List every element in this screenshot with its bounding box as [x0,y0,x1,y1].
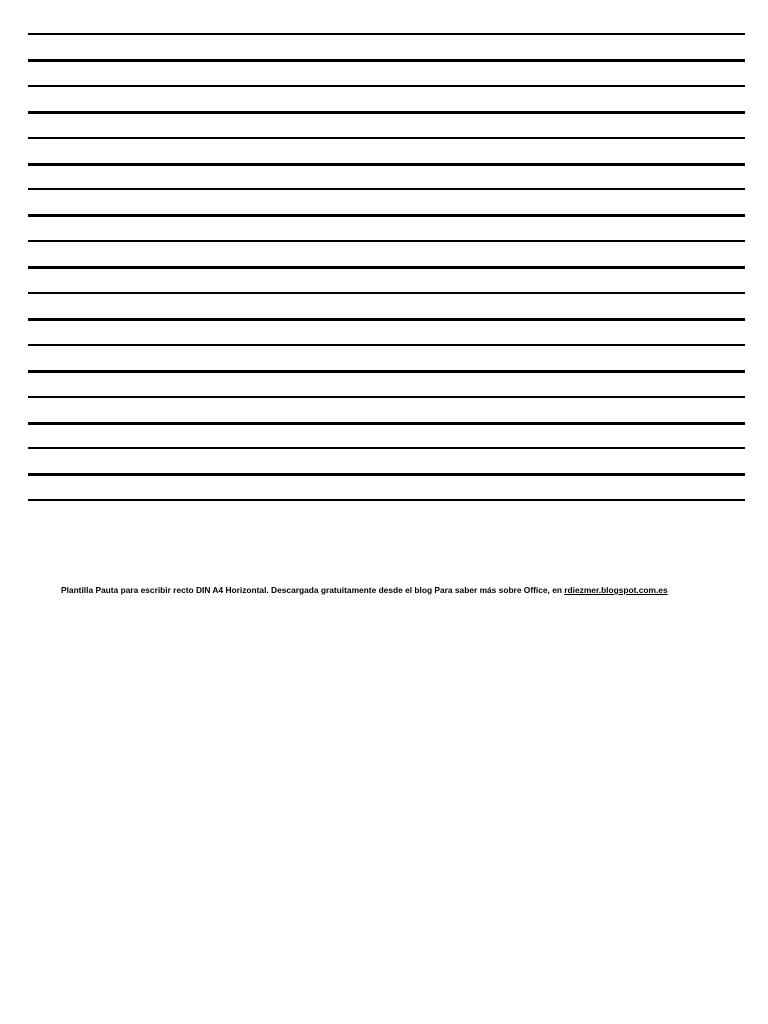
ruled-line-thin [28,188,745,190]
ruled-line-thin [28,344,745,346]
ruled-line-thick [28,473,745,476]
blog-link[interactable]: rdiezmer.blogspot.com.es [564,585,668,595]
ruled-line-thin [28,85,745,87]
ruled-lines [28,0,745,520]
ruled-line-thick [28,111,745,114]
ruled-line-thin [28,33,745,35]
ruled-line-thick [28,370,745,373]
ruled-line-thick [28,266,745,269]
ruled-line-thick [28,59,745,62]
footer-text: Plantilla Pauta para escribir recto DIN A4 Horizontal. Descargada gratuitamente desde el blog Para saber más sobre Office, en [61,585,565,595]
footer-note [61,585,751,595]
ruled-line-thin [28,137,745,139]
ruled-line-thin [28,292,745,294]
ruled-line-thin [28,240,745,242]
ruled-line-thin [28,499,745,501]
ruled-line-thick [28,163,745,166]
ruled-line-thick [28,422,745,425]
ruled-line-thick [28,214,745,217]
ruled-line-thick [28,318,745,321]
ruled-line-thin [28,396,745,398]
ruled-line-thin [28,447,745,449]
